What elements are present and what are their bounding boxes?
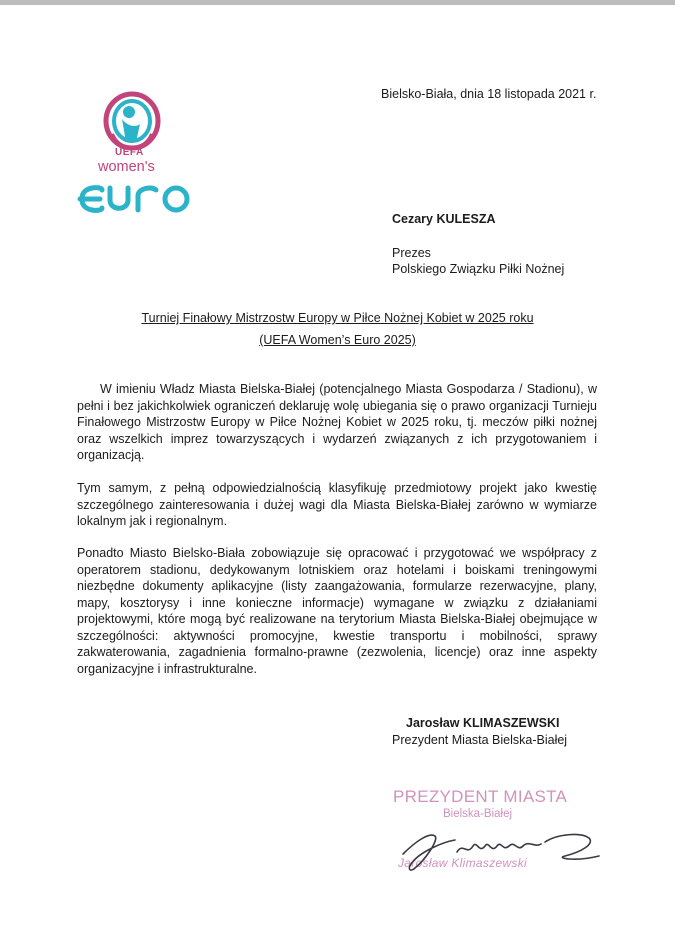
- top-edge-bar: [0, 0, 675, 5]
- subject-line-1: Turniej Finałowy Mistrzostw Europy w Piłce Nożnej Kobiet w 2025 roku: [141, 311, 534, 325]
- signer-block: [392, 715, 567, 749]
- recipient-organization: Polskiego Związku Piłki Nożnej: [392, 262, 565, 276]
- recipient-title: Prezes: [392, 246, 431, 260]
- stamp-city: Bielska-Białej: [443, 808, 513, 820]
- recipient-name: Cezary KULESZA: [392, 212, 496, 226]
- stamp-name: Jarosław Klimaszewski: [398, 856, 527, 870]
- handwritten-signature: [385, 812, 615, 882]
- body-paragraph-1: W imieniu Władz Miasta Bielska-Białej (potencjalnego Miasta Gospodarza / Stadionu), w pełni i bez jakichkolwiek ograniczeń deklaruję wolę ubiegania się o prawo organizacji Turnieju Finałowego Mistrzostw Europy w Piłce Nożnej Kobiet w 2025 roku, tj. meczów piłki nożnej oraz wszelkich imprez towarzyszących i wydarzeń związanych z ich przygotowaniem i organizacją.: [77, 382, 597, 462]
- logo-womens-text: women's: [98, 159, 155, 175]
- signer-name: Jarosław KLIMASZEWSKI: [406, 716, 560, 730]
- body-paragraph-2: Tym samym, z pełną odpowiedzialnością klasyfikuję przedmiotowy projekt jako kwestię szczególnego zainteresowania i dużej wagi dla Miasta Bielska-Białej zarówno w wymiarze lokalnym jak i regionalnym.: [77, 481, 597, 528]
- signer-title: Prezydent Miasta Bielska-Białej: [392, 733, 568, 747]
- stamp-title: PREZYDENT MIASTA: [393, 787, 568, 806]
- body-paragraph-3: Ponadto Miasto Bielsko-Biała zobowiązuje się opracować i przygotować we współpracy z operatorem stadionu, dedykowanym lotniskiem oraz hotelami i boiskami treningowymi niezbędne dokumenty aplikacyjne (listy zaangażowania, formularze rezerwacyjne, plany, mapy, kosztorysy i inne konieczne informacje) wymagane w związku z działaniami projektowymi, które mogą być realizowane na terytorium Miasta Bielska-Białej obejmujące w szczególności: aktywności promocyjne, kwestie transportu i mobilności, sprawy zakwaterowania, zagadnienia formalno-prawne (zezwolenia, licencje) oraz inne aspekty organizacyjne i infrastrukturalne.: [77, 546, 597, 676]
- uefa-womens-euro-logo: [72, 86, 212, 226]
- logo-uefa-text: UEFA: [115, 147, 144, 158]
- subject-line-2: (UEFA Women’s Euro 2025): [259, 333, 416, 347]
- recipient-block: [392, 211, 564, 277]
- date-line: Bielsko-Biała, dnia 18 listopada 2021 r.: [381, 87, 597, 101]
